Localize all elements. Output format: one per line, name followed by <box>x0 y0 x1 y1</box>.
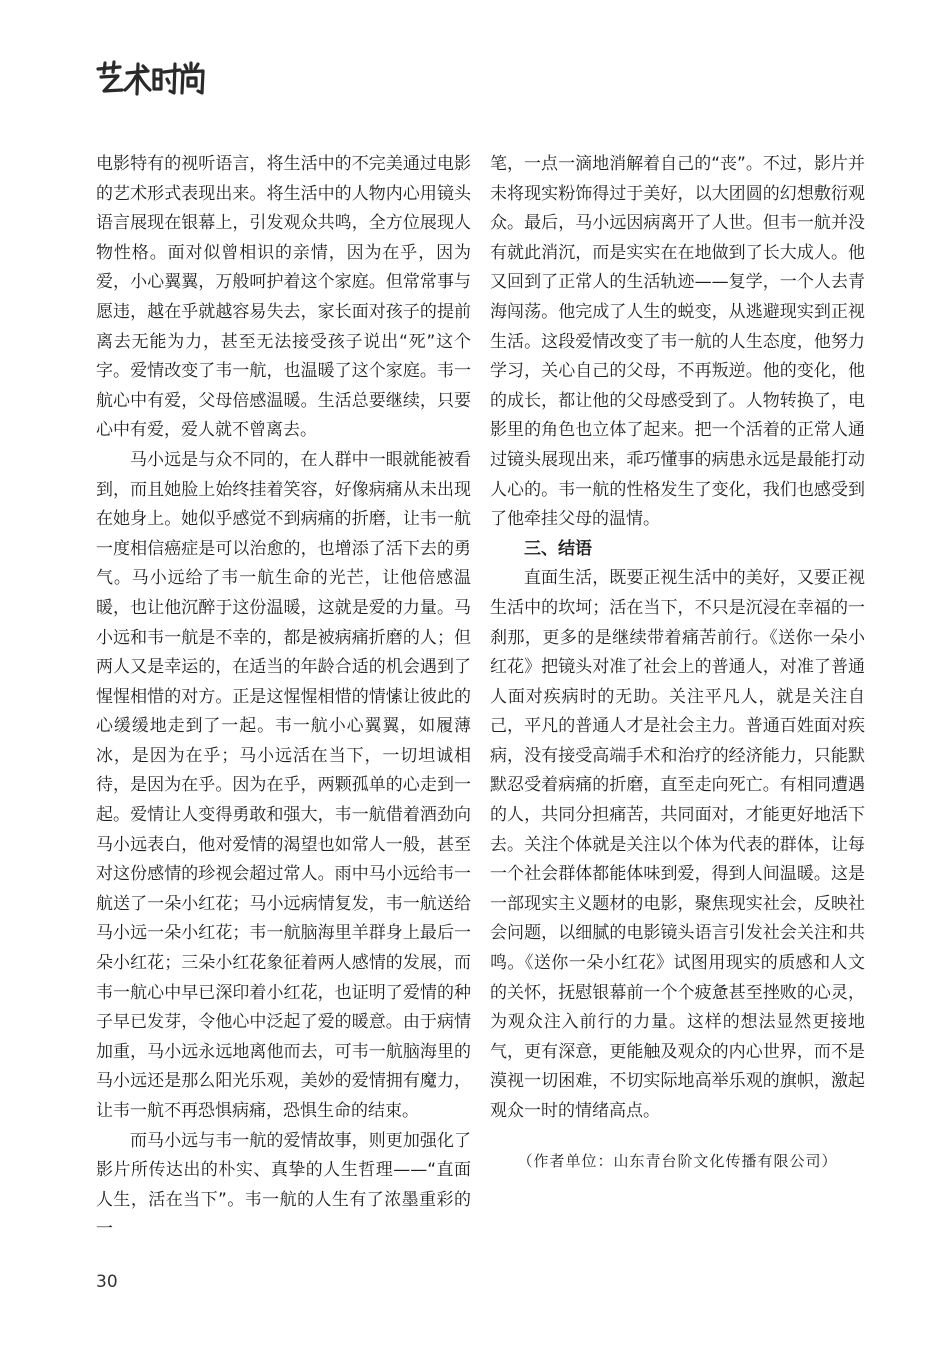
page-number: 30 <box>96 1272 118 1292</box>
masthead-logo <box>96 60 214 98</box>
left-column <box>96 150 471 1245</box>
author-affiliation: （作者单位：山东青台阶文化传播有限公司） <box>517 1151 838 1170</box>
paragraph: 电影特有的视听语言，将生活中的不完美通过电影的艺术形式表现出来。将生活中的人物内心用镜头语言展现在银幕上，引发观众共鸣，全方位展现人物性格。面对似曾相识的亲情，因为在乎，因为爱，小心翼翼，万般呵护着这个家庭。但常常事与愿违，越在乎就越容易失去，家长面对孩子的提前离去无能为力，甚至无法接受孩子说出“死”这个字。爱情改变了韦一航，也温暖了这个家庭。韦一航心中有爱，父母倍感温暖。生活总要继续，只要心中有爱，爱人就不曾离去。 <box>96 154 471 441</box>
paragraph: 直面生活，既要正视生活中的美好，又要正视生活中的坎坷；活在当下，不只是沉浸在幸福的一刹那，更多的是继续带着痛苦前行。《送你一朵小红花》把镜头对准了社会上的普通人，对准了普通人面对疾病时的无助。关注平凡人，就是关注自己，平凡的普通人才是社会主力。普通百姓面对疾病，没有接受高端手术和治疗的经济能力，只能默默忍受着病痛的折磨，直至走向死亡。有相同遭遇的人，共同分担痛苦，共同面对，才能更好地活下去。关注个体就是关注以个体为代表的群体，让每一个社会群体都能体味到爱，得到人间温暖。这是一部现实主义题材的电影，聚焦现实社会，反映社会问题，以细腻的电影镜头语言引发社会关注和共鸣。《送你一朵小红花》试图用现实的质感和人文的关怀，抚慰银幕前一个个疲惫甚至挫败的心灵，为观众注入前行的力量。这样的想法显然更接地气，更有深意，更能触及观众的内心世界，而不是漠视一切困难，不切实际地高举乐观的旗帜，激起观众一时的情绪高点。 <box>490 568 865 1121</box>
paragraph: 马小远是与众不同的，在人群中一眼就能被看到，而且她脸上始终挂着笑容，好像病痛从未出现在她身上。她似乎感觉不到病痛的折磨，让韦一航一度相信癌症是可以治愈的，也增添了活下去的勇气。马小远给了韦一航生命的光芒，让他倍感温暖，也让他沉醉于这份温暖，这就是爱的力量。马小远和韦一航是不幸的，都是被病痛折磨的人；但两人又是幸运的，在适当的年龄合适的机会遇到了惺惺相惜的对方。正是这惺惺相惜的情愫让彼此的心缓缓地走到了一起。韦一航小心翼翼，如履薄冰，是因为在乎；马小远活在当下，一切坦诚相待，是因为在乎。因为在乎，两颗孤单的心走到一起。爱情让人变得勇敢和强大，韦一航借着酒劲向马小远表白，他对爱情的渴望也如常人一般，甚至对这份感情的珍视会超过常人。雨中马小远给韦一航送了一朵小红花；马小远病情复发，韦一航送给马小远一朵小红花；韦一航脑海里羊群身上最后一朵小红花；三朵小红花象征着两人感情的发展，而韦一航心中早已深印着小红花，也证明了爱情的种子早已发芽，令他心中泛起了爱的暖意。由于病情加重，马小远永远地离他而去，可韦一航脑海里的马小远还是那么阳光乐观，美妙的爱情拥有魔力，让韦一航不再恐惧病痛，恐惧生命的结束。 <box>96 449 471 1121</box>
paragraph: 而马小远与韦一航的爱情故事，则更加强化了影片所传达出的朴实、真挚的人生哲理——“直面人生，活在当下”。韦一航的人生有了浓墨重彩的一 <box>96 1130 471 1240</box>
section-heading: 三、结语 <box>524 538 592 559</box>
right-column <box>490 150 865 1176</box>
masthead-logo-art <box>96 60 214 98</box>
paragraph: 笔，一点一滴地消解着自己的“丧”。不过，影片并未将现实粉饰得过于美好，以大团圆的幻想敷衍观众。最后，马小远因病离开了人世。但韦一航并没有就此消沉，而是实实在在地做到了长大成人。他又回到了正常人的生活轨迹——复学，一个人去青海闯荡。他完成了人生的蜕变，从逃避现实到正视生活。这段爱情改变了韦一航的人生态度，他努力学习，关心自己的父母，不再叛逆。他的变化，他的成长，都让他的父母感受到了。人物转换了，电影里的角色也立体了起来。把一个活着的正常人通过镜头展现出来，乖巧懂事的病患永远是最能打动人心的。韦一航的性格发生了变化，我们也感受到了他牵挂父母的温情。 <box>490 154 865 530</box>
